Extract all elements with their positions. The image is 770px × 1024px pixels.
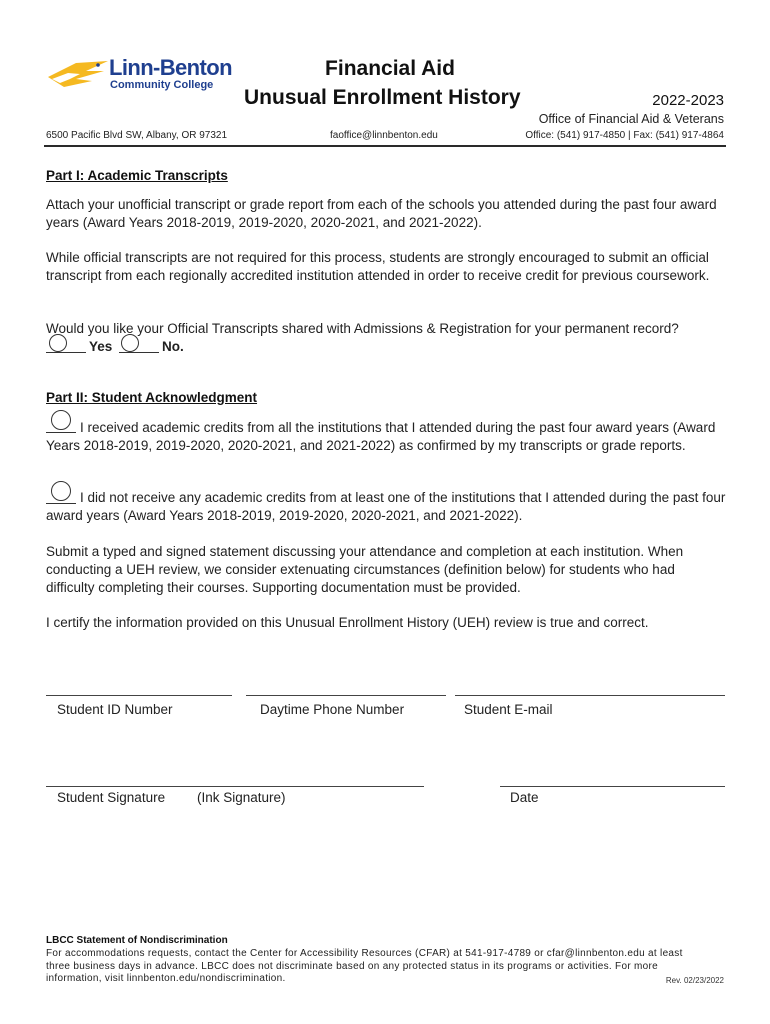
logo-subtitle: Community College xyxy=(110,79,214,91)
part1-paragraph-2: While official transcripts are not required for this process, students are strongly encouraged to submit an official transcript from each regionally accredited institution attended in order to receive credit for previous coursework. xyxy=(46,250,710,283)
statement-instructions: Submit a typed and signed statement discussing your attendance and completion at each institution. When conducting a UEH review, we consider extenuating circumstances (definition below) for students who had difficulty completing their courses. Supporting documentation must be provided. xyxy=(46,544,684,595)
revision-date: Rev. 02/23/2022 xyxy=(665,976,724,985)
form-title-line2: Unusual Enrollment History xyxy=(244,86,521,109)
part1-paragraph-1: Attach your unofficial transcript or grade report from each of the schools you attended during the past four award years (Award Years 2018-2019, 2019-2020, 2020-2021, and 2021-2022). xyxy=(46,197,717,230)
student-id-label: Student ID Number xyxy=(57,702,173,717)
signature-label: Student Signature xyxy=(57,790,166,805)
signature-line[interactable] xyxy=(46,786,424,787)
email-line[interactable] xyxy=(455,695,725,696)
no-label: No. xyxy=(162,339,184,354)
part2-title: Part II: Student Acknowledgment xyxy=(46,390,258,405)
ink-signature-label: (Ink Signature) xyxy=(197,790,286,805)
yes-label: Yes xyxy=(89,339,113,354)
yes-checkbox[interactable] xyxy=(49,334,67,352)
award-year: 2022-2023 xyxy=(652,92,724,109)
form-title-line1: Financial Aid xyxy=(325,57,455,80)
nondiscrimination-title: LBCC Statement of Nondiscrimination xyxy=(46,935,228,946)
office-email: faoffice@linnbenton.edu xyxy=(330,130,438,141)
office-phone-fax: Office: (541) 917-4850 | Fax: (541) 917-4864 xyxy=(525,130,724,141)
office-address: 6500 Pacific Blvd SW, Albany, OR 97321 xyxy=(46,130,228,141)
nondiscrimination-text: For accommodations requests, contact the Center for Accessibility Resources (CFAR) at 541-917-4789 or cfar@linnbenton.edu at least three business days in advance. LBCC does not discriminate based on any protected status in its programs or activities. For more information, visit linnbenton.edu/nondiscrimination. xyxy=(46,948,683,984)
bird-logo-icon xyxy=(46,57,110,93)
date-label: Date xyxy=(510,790,539,805)
no-checkbox[interactable] xyxy=(121,334,139,352)
office-name: Office of Financial Aid & Veterans xyxy=(538,112,724,126)
transcript-share-question: Would you like your Official Transcripts shared with Admissions & Registration for your permanent record? xyxy=(46,321,679,336)
option1-text: I received academic credits from all the institutions that I attended during the past four award years (Award Years 2018-2019, 2019-2020, 2020-2021, and 2021-2022) as confirmed by my transcripts or grade reports. xyxy=(46,420,716,453)
logo-name: Linn-Benton xyxy=(109,55,232,80)
student-id-line[interactable] xyxy=(46,695,232,696)
phone-line[interactable] xyxy=(246,695,446,696)
date-line[interactable] xyxy=(500,786,725,787)
header-divider xyxy=(44,145,726,147)
email-label: Student E-mail xyxy=(464,702,553,717)
option2-text: I did not receive any academic credits from at least one of the institutions that I attended during the past four award years (Award Years 2018-2019, 2019-2020, 2020-2021, and 2021-2022). xyxy=(46,490,726,523)
phone-label: Daytime Phone Number xyxy=(260,702,405,717)
certification-statement: I certify the information provided on this Unusual Enrollment History (UEH) review is true and correct. xyxy=(46,615,649,630)
part1-title: Part I: Academic Transcripts xyxy=(46,168,228,183)
